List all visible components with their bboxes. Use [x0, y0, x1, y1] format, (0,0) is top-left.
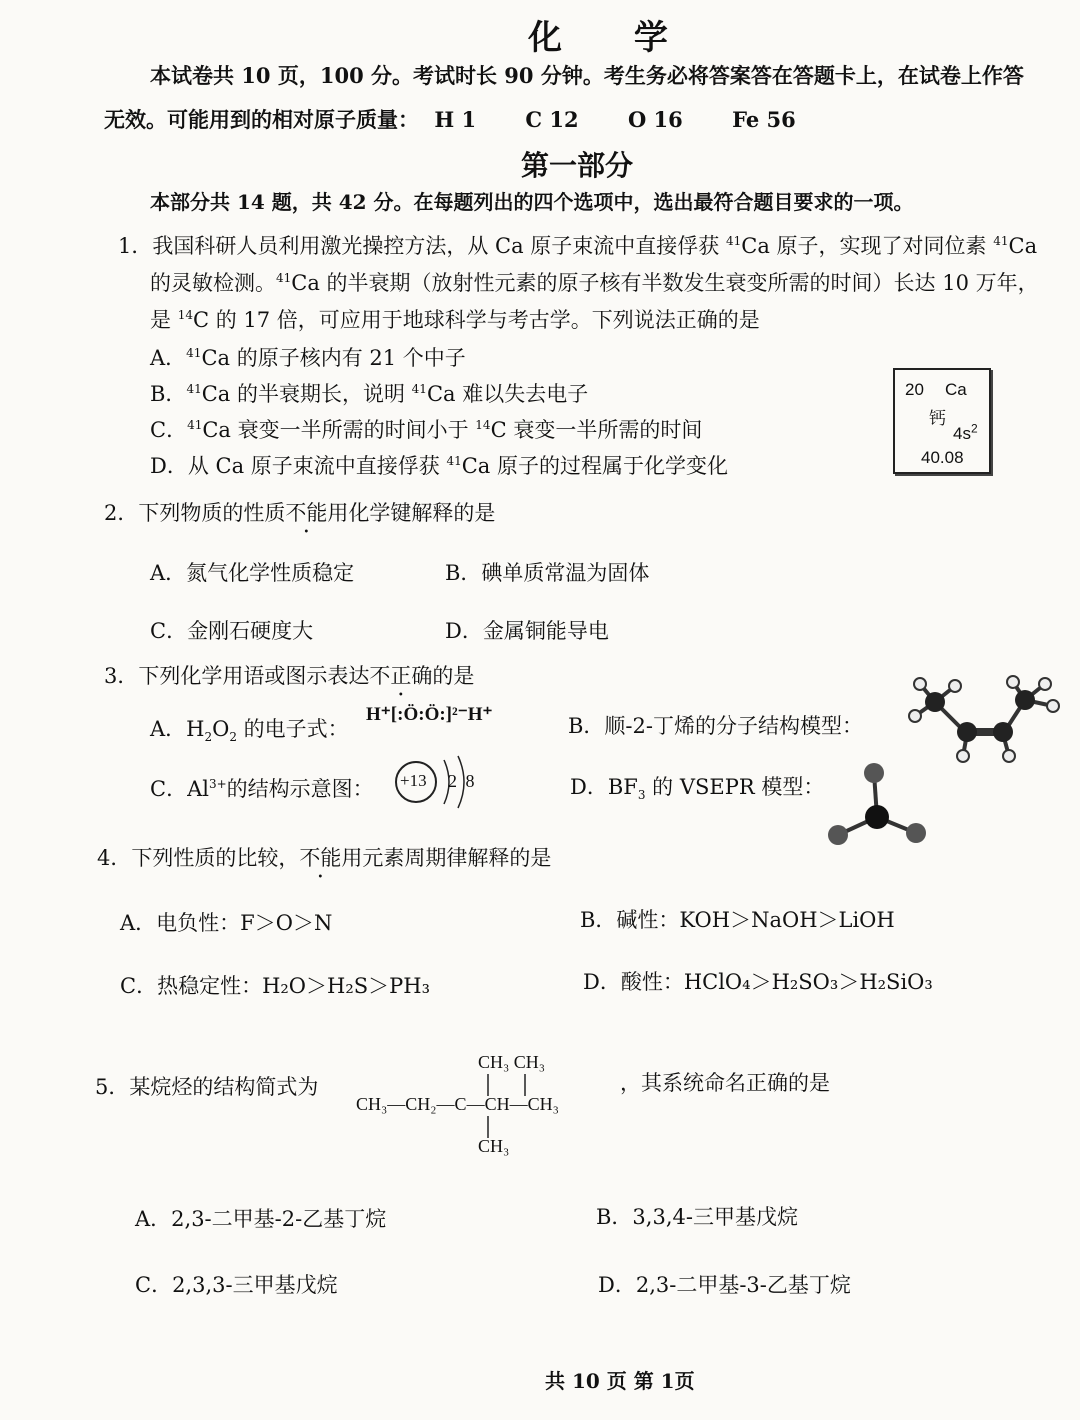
q4-text: 用元素周期律解释的是 [341, 846, 552, 870]
opt-text: C． [150, 418, 188, 442]
opt-sup: 41 [186, 382, 202, 396]
q4-option-a: A．电负性：F＞O＞N [120, 911, 333, 935]
q1-text: Ca [1008, 234, 1038, 258]
q1-sup: 41 [993, 234, 1009, 248]
q3-option-c [150, 773, 374, 803]
q1-text: C 的 17 倍，可应用于地球科学与考古学。下列说法正确的是 [192, 308, 760, 332]
config-text: 4s [953, 424, 971, 443]
q3-option-d [570, 771, 824, 801]
mass-fe: Fe 56 [732, 107, 796, 132]
exam-title: 化 学 [528, 18, 698, 58]
opt-text: D．BF [570, 775, 638, 799]
q5-stem-end: ，其系统命名正确的是 [620, 1071, 830, 1095]
q2-stem [104, 497, 495, 527]
opt-sup: 41 [411, 382, 427, 396]
q3-text: 的是 [432, 664, 475, 688]
q2-option-b: B．碘单质常温为固体 [445, 561, 650, 585]
q2-text: 用化学键解释的是 [327, 501, 496, 525]
opt-text: A． [150, 346, 187, 370]
config-sup: 2 [970, 421, 978, 436]
al-shell-electrons: 2 8 [448, 771, 477, 791]
opt-text: Ca 难以失去电子 [426, 382, 589, 406]
q4-option-c: C．热稳定性：H₂O＞H₂S＞PH₃ [120, 974, 430, 998]
emphasis-text: 不能 [299, 846, 342, 870]
al-nucleus-charge: +13 [400, 771, 427, 790]
q1-sup: 14 [177, 308, 193, 322]
q5-structure-main: CH₃—CH₂—C—CH—CH₃ [356, 1094, 559, 1114]
emphasis-text: 不能 [285, 501, 328, 525]
opt-text: B． [150, 382, 187, 406]
q1-text: 1．我国科研人员利用激光操控方法，从 Ca 原子束流中直接俘获 [118, 234, 726, 258]
page-footer: 共 10 页 第 1页 [545, 1369, 695, 1393]
q1-text: Ca 的半衰期（放射性元素的原子核有半数发生衰变所需的时间）长达 10 万年， [291, 271, 1039, 295]
opt-text: O [212, 717, 230, 741]
atomic-number: 20 [905, 380, 924, 399]
opt-text: Ca 原子的过程属于化学变化 [461, 454, 728, 478]
mass-h: H 1 [434, 107, 477, 132]
mass-o: O 16 [627, 107, 683, 132]
q1-stem-line2 [150, 267, 1039, 297]
q5-stem-start: 5．某烷烃的结构简式为 [95, 1075, 319, 1099]
opt-sub: 2 [229, 730, 237, 745]
opt-sup: 41 [187, 418, 203, 432]
q1-sup: 41 [276, 271, 292, 285]
element-symbol: Ca [945, 380, 967, 399]
q5-structure-top: CH₃ CH₃ [478, 1052, 546, 1072]
q4-option-b: B．碱性：KOH＞NaOH＞LiOH [580, 908, 895, 932]
q3-text: 3．下列化学用语或图示表达 [104, 664, 370, 688]
q5-structure-bottom: CH₃ [478, 1136, 510, 1156]
intro-line-2-text: 无效。可能用到的相对原子质量： [104, 107, 419, 132]
opt-sup: 3+ [208, 777, 227, 791]
q2-option-d: D．金属铜能导电 [445, 619, 609, 643]
opt-sup: 41 [446, 454, 462, 468]
emphasis-text: 不正确 [369, 664, 433, 688]
q1-sup: 41 [725, 234, 742, 248]
q5-option-b: B．3,3,4-三甲基戊烷 [596, 1205, 798, 1229]
part-desc: 本部分共 14 题，共 42 分。在每题列出的四个选项中，选出最符合题目要求的一项。 [150, 190, 914, 214]
q1-stem-line1 [118, 230, 1037, 260]
opt-sup: 14 [475, 418, 491, 432]
q3-stem [104, 660, 474, 690]
q1-text: Ca 原子，实现了对同位素 [741, 234, 994, 258]
q2-option-c: C．金刚石硬度大 [150, 619, 314, 643]
opt-sub: 2 [204, 730, 213, 745]
intro-line-1: 本试卷共 10 页，100 分。考试时长 90 分钟。考生务必将答案答在答题卡上，在试卷上作答 [150, 63, 1024, 88]
q2-text: 2．下列物质的性质 [104, 501, 286, 525]
q3-option-a [150, 713, 349, 743]
q4-stem [97, 842, 551, 872]
opt-text: Ca 的半衰期长，说明 [201, 382, 412, 406]
intro-line-2 [104, 104, 796, 134]
opt-text: 的结构示意图： [226, 777, 374, 801]
opt-text: Ca 的原子核内有 21 个中子 [201, 346, 466, 370]
q4-option-d: D．酸性：HClO₄＞H₂SO₃＞H₂SiO₃ [583, 970, 933, 994]
q1-option-b [150, 378, 588, 408]
q5-option-c: C．2,3,3-三甲基戊烷 [135, 1273, 338, 1297]
q5-option-d: D．2,3-二甲基-3-乙基丁烷 [598, 1273, 851, 1297]
q2-option-a: A．氮气化学性质稳定 [150, 561, 355, 585]
opt-sub: 3 [637, 788, 646, 803]
atomic-mass: 40.08 [921, 448, 964, 467]
q1-stem-line3 [150, 304, 760, 334]
opt-text: 的电子式： [236, 717, 349, 741]
opt-text: 的 VSEPR 模型： [645, 775, 825, 799]
opt-text: Ca 衰变一半所需的时间小于 [202, 418, 476, 442]
q1-option-c [150, 414, 702, 444]
q1-text: 是 [150, 308, 178, 332]
q1-option-a [150, 342, 466, 372]
opt-text: C 衰变一半所需的时间 [490, 418, 703, 442]
mass-c: C 12 [525, 107, 579, 132]
q5-option-a: A．2,3-二甲基-2-乙基丁烷 [135, 1207, 387, 1231]
q1-option-d [150, 450, 728, 480]
opt-text: D．从 Ca 原子束流中直接俘获 [150, 454, 447, 478]
q3-option-b: B．顺-2-丁烯的分子结构模型： [568, 714, 863, 738]
h2o2-electron-formula: H⁺[:Ö:Ö:]²⁻H⁺ [366, 704, 493, 725]
element-name: 钙 [929, 409, 946, 428]
bf3-vsepr-model [822, 755, 932, 855]
opt-text: C．Al [150, 777, 209, 801]
opt-text: A．H [150, 717, 205, 741]
q4-text: 4．下列性质的比较， [97, 846, 300, 870]
q1-text: 的灵敏检测。 [150, 271, 276, 295]
element-card-calcium [893, 368, 991, 474]
opt-sup: 41 [186, 346, 202, 360]
part-title: 第一部分 [521, 149, 634, 182]
electron-config [953, 421, 978, 444]
